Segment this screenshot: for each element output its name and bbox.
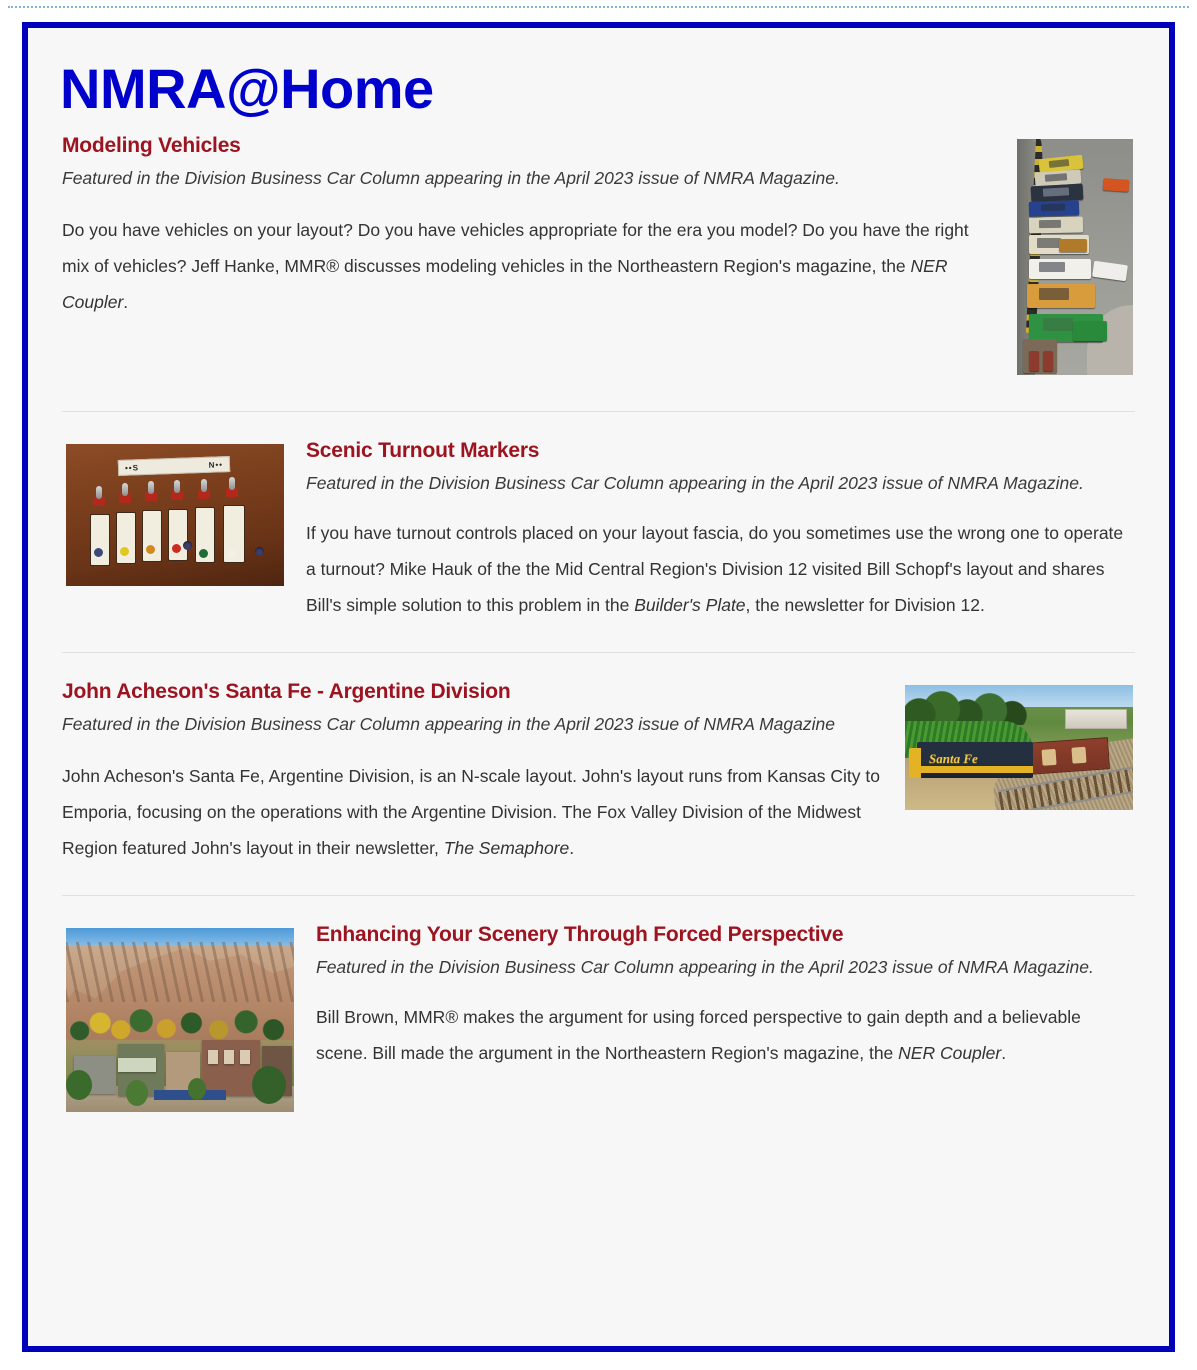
- newsletter-body: [28, 28, 1169, 1346]
- forced-perspective-photo: [66, 928, 294, 1112]
- section-divider: [62, 895, 1135, 896]
- article-body-tail: .: [1001, 1043, 1007, 1064]
- article-body-italic: The Semaphore: [443, 837, 570, 858]
- article-body-text: Do you have vehicles on your layout? Do you have vehicles appropriate for the era you model? Do you have the right mix of vehicles? Jeff Hanke, MMR® discusses modeling vehicles in the Northeastern Region's magazine, the: [62, 220, 969, 277]
- article-body-text: If you have turnout controls placed on your layout fascia, do you sometimes use the wrong one to operate a turnout? Mike Hauk of the the Mid Central Region's Division 12 visited Bill Schopf's layout and shares Bill's simple solution to this problem in the: [306, 523, 1124, 615]
- article-body-text: John Acheson's Santa Fe, Argentine Division, is an N-scale layout. John's layout runs from Kansas City to Emporia, focusing on the operations with the Argentine Division. The Fox Valley Division of the Midwest Region featured John's layout in their newsletter,: [62, 766, 880, 858]
- article-body-tail: , the newsletter for Division 12.: [745, 594, 985, 615]
- scenic-turnout-markers-photo: [66, 444, 284, 586]
- article-body-italic: NER Coupler: [62, 256, 948, 312]
- article-body-tail: .: [569, 837, 575, 858]
- panel-sign-south-label: ••S: [124, 462, 140, 473]
- article-title: Modeling Vehicles: [62, 133, 241, 157]
- panel-sign-north-label: N••: [208, 459, 224, 470]
- article-body-italic: NER Coupler: [898, 1043, 1002, 1064]
- santa-fe-argentine-division-photo: [905, 685, 1133, 810]
- article-modeling-vehicles: [52, 133, 1145, 393]
- blue-border-frame: [22, 22, 1175, 1352]
- article-featured-line: Featured in the Division Business Car Column appearing in the April 2023 issue of NMRA Magazine.: [62, 168, 840, 189]
- article-body-text: Bill Brown, MMR® makes the argument for using forced perspective to gain depth and a believable scene. Bill made the argument in the Northeastern Region's magazine, the: [316, 1007, 1081, 1064]
- article-scenic-turnout-markers: [52, 438, 1145, 634]
- article-featured-line: Featured in the Division Business Car Column appearing in the April 2023 issue of NMRA Magazine.: [306, 473, 1084, 494]
- top-dotted-rule: [8, 6, 1189, 8]
- page-title: NMRA@Home: [60, 57, 434, 120]
- article-body: [62, 213, 1135, 321]
- article-title: John Acheson's Santa Fe - Argentine Division: [62, 679, 511, 703]
- article-title: Enhancing Your Scenery Through Forced Perspective: [316, 922, 844, 946]
- article-body-tail: .: [123, 291, 129, 312]
- article-forced-perspective: [52, 922, 1145, 1128]
- article-body-italic: Builder's Plate: [634, 594, 746, 615]
- article-featured-line: Featured in the Division Business Car Column appearing in the April 2023 issue of NMRA Magazine: [62, 714, 835, 735]
- loco-lettering: Santa Fe: [929, 750, 978, 766]
- article-featured-line: Featured in the Division Business Car Column appearing in the April 2023 issue of NMRA Magazine.: [316, 957, 1094, 978]
- article-title: Scenic Turnout Markers: [306, 438, 540, 462]
- modeling-vehicles-photo: [1017, 139, 1133, 375]
- article-santa-fe-argentine-division: [52, 679, 1145, 877]
- section-divider: [62, 411, 1135, 412]
- section-divider: [62, 652, 1135, 653]
